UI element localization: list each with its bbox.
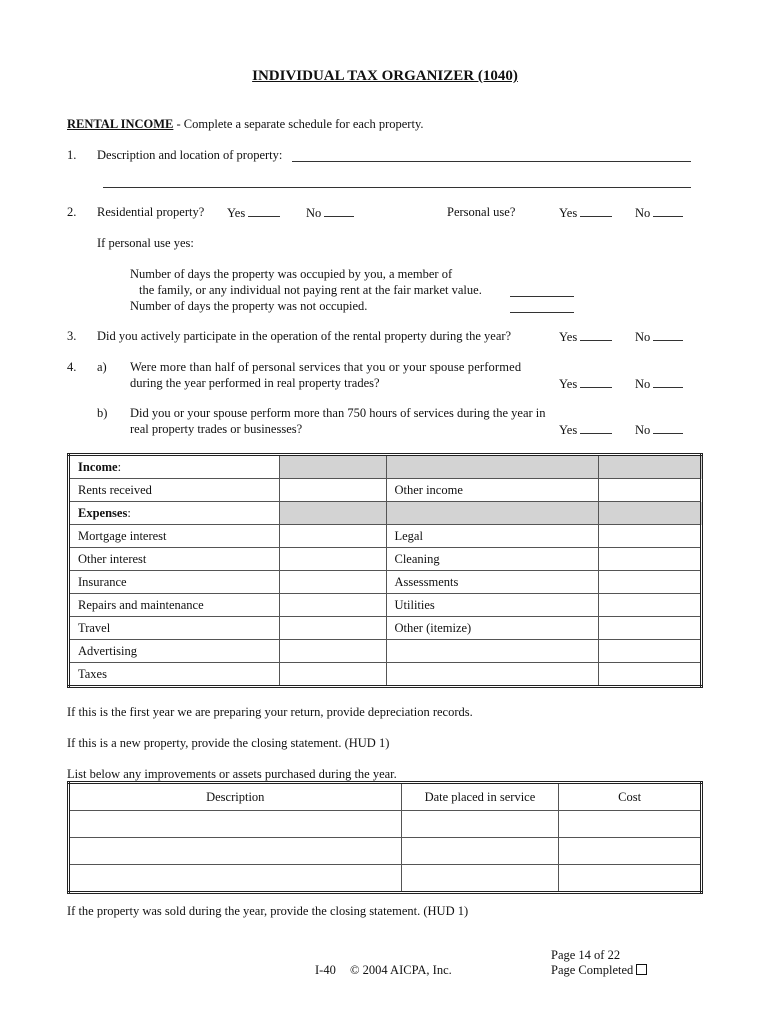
- insurance-amount[interactable]: [280, 571, 387, 594]
- q3-yes-field[interactable]: [580, 329, 612, 341]
- residential-yes: [227, 205, 280, 221]
- if-personal-use-label: If personal use yes:: [97, 236, 194, 250]
- page-number: Page 14 of 22: [551, 948, 621, 962]
- residential-no-label: No: [306, 206, 322, 220]
- page-completed: [551, 963, 647, 978]
- personal-use-no-field[interactable]: [653, 205, 683, 217]
- date-cell[interactable]: [401, 865, 559, 893]
- improvements-table: [67, 781, 703, 894]
- date-cell[interactable]: [401, 838, 559, 865]
- advertising-amount[interactable]: [280, 640, 387, 663]
- page-title: INDIVIDUAL TAX ORGANIZER (1040): [252, 68, 518, 84]
- table-row: [69, 548, 702, 571]
- row-label: Cleaning: [386, 548, 598, 571]
- shaded-cell: [598, 455, 702, 479]
- q3-no-label: No: [635, 330, 651, 344]
- sold-property-note: If the property was sold during the year, provide the closing statement. (HUD 1): [67, 904, 469, 918]
- row-label: Other interest: [69, 548, 280, 571]
- first-year-note: If this is the first year we are preparing your return, provide depreciation records.: [67, 705, 473, 719]
- personal-use-no: [635, 205, 683, 221]
- legal-amount[interactable]: [598, 525, 702, 548]
- row-label: Insurance: [69, 571, 280, 594]
- shaded-cell: [386, 502, 598, 525]
- section-heading: RENTAL INCOME: [67, 117, 174, 131]
- q4b-yes: [559, 422, 612, 438]
- row-label: Taxes: [69, 663, 280, 687]
- personal-use-yes-field[interactable]: [580, 205, 612, 217]
- form-id: I-40: [315, 963, 336, 977]
- q4a-yes-label: Yes: [559, 377, 578, 391]
- q3-number: 3.: [67, 329, 77, 343]
- page-completed-label: Page Completed: [551, 963, 634, 977]
- utilities-amount[interactable]: [598, 594, 702, 617]
- row-label: Assessments: [386, 571, 598, 594]
- personal-use-label: Personal use?: [447, 205, 516, 219]
- cost-cell[interactable]: [559, 865, 702, 893]
- q4b-yes-field[interactable]: [580, 422, 612, 434]
- shaded-cell: [280, 502, 387, 525]
- column-header-date: Date placed in service: [401, 783, 559, 811]
- q4b-line1: Did you or your spouse perform more than 750 hours of services during the year in: [130, 406, 546, 420]
- table-row: [69, 640, 702, 663]
- residential-yes-field[interactable]: [248, 205, 280, 217]
- residential-no-field[interactable]: [324, 205, 354, 217]
- q1-label: Description and location of property:: [97, 148, 283, 162]
- date-cell[interactable]: [401, 811, 559, 838]
- blank-label-cell[interactable]: [386, 640, 598, 663]
- rents-received-amount[interactable]: [280, 479, 387, 502]
- days-not-occupied-field[interactable]: [510, 312, 574, 313]
- q4b-no: [635, 422, 683, 438]
- column-header-description: Description: [69, 783, 402, 811]
- repairs-amount[interactable]: [280, 594, 387, 617]
- row-label: Mortgage interest: [69, 525, 280, 548]
- property-description-field[interactable]: [292, 161, 691, 162]
- new-property-note: If this is a new property, provide the closing statement. (HUD 1): [67, 736, 390, 750]
- personal-use-yes-label: Yes: [559, 206, 578, 220]
- q4a-no: [635, 376, 683, 392]
- cost-cell[interactable]: [559, 811, 702, 838]
- row-label: Travel: [69, 617, 280, 640]
- row-label: Repairs and maintenance: [69, 594, 280, 617]
- row-label: Rents received: [69, 479, 280, 502]
- q4a-line1: Were more than half of personal services that you or your spouse performed: [130, 360, 522, 374]
- table-row: [69, 479, 702, 502]
- q4b-no-field[interactable]: [653, 422, 683, 434]
- copyright: © 2004 AICPA, Inc.: [350, 963, 452, 977]
- row-label: Legal: [386, 525, 598, 548]
- column-header-cost: Cost: [559, 783, 702, 811]
- table-row: [69, 865, 702, 893]
- other-income-amount[interactable]: [598, 479, 702, 502]
- q4a-label: a): [97, 360, 107, 374]
- q3-label: Did you actively participate in the operation of the rental property during the year?: [97, 329, 512, 343]
- travel-amount[interactable]: [280, 617, 387, 640]
- table-row: [69, 617, 702, 640]
- cost-cell[interactable]: [559, 838, 702, 865]
- table-row: [69, 571, 702, 594]
- taxes-amount[interactable]: [280, 663, 387, 687]
- blank-label-cell[interactable]: [386, 663, 598, 687]
- days-occupied-line1: Number of days the property was occupied by you, a member of: [130, 267, 453, 281]
- other-interest-amount[interactable]: [280, 548, 387, 571]
- property-location-field[interactable]: [103, 187, 691, 188]
- residential-no: [306, 205, 354, 221]
- q3-no: [635, 329, 683, 345]
- days-not-occupied-label: Number of days the property was not occupied.: [130, 299, 368, 313]
- q3-yes-label: Yes: [559, 330, 578, 344]
- q4a-no-field[interactable]: [653, 376, 683, 388]
- table-row: [69, 525, 702, 548]
- q1-number: 1.: [67, 148, 77, 162]
- blank-amount-cell[interactable]: [598, 663, 702, 687]
- personal-use-yes: [559, 205, 612, 221]
- shaded-cell: [386, 455, 598, 479]
- table-row: [69, 455, 702, 479]
- q3-yes: [559, 329, 612, 345]
- page-completed-checkbox[interactable]: [636, 964, 647, 975]
- section-header: [67, 117, 424, 132]
- q4a-line2: during the year performed in real property trades?: [130, 376, 380, 390]
- row-label: Advertising: [69, 640, 280, 663]
- q4b-line2: real property trades or businesses?: [130, 422, 303, 436]
- improvements-note: List below any improvements or assets purchased during the year.: [67, 767, 397, 781]
- row-label: Utilities: [386, 594, 598, 617]
- table-row: [69, 663, 702, 687]
- q3-no-field[interactable]: [653, 329, 683, 341]
- table-row: [69, 838, 702, 865]
- blank-amount-cell[interactable]: [598, 640, 702, 663]
- residential-yes-label: Yes: [227, 206, 246, 220]
- days-occupied-field[interactable]: [510, 296, 574, 297]
- table-header-row: [69, 783, 702, 811]
- description-cell[interactable]: [69, 838, 402, 865]
- q4b-no-label: No: [635, 423, 651, 437]
- table-row: [69, 594, 702, 617]
- q4a-no-label: No: [635, 377, 651, 391]
- description-cell[interactable]: [69, 811, 402, 838]
- shaded-cell: [280, 455, 387, 479]
- table-row: [69, 811, 702, 838]
- q2-label: Residential property?: [97, 205, 205, 219]
- section-subheading: - Complete a separate schedule for each property.: [173, 117, 424, 131]
- days-occupied-line2: the family, or any individual not paying rent at the fair market value.: [139, 283, 482, 297]
- cleaning-amount[interactable]: [598, 548, 702, 571]
- q4b-label: b): [97, 406, 108, 420]
- expenses-header-cell: Expenses:: [69, 502, 280, 525]
- income-header: Income: [78, 459, 118, 474]
- q4a-yes-field[interactable]: [580, 376, 612, 388]
- income-expenses-table: [67, 453, 703, 688]
- q4-number: 4.: [67, 360, 77, 374]
- q2-number: 2.: [67, 205, 77, 219]
- row-label: Other (itemize): [386, 617, 598, 640]
- shaded-cell: [598, 502, 702, 525]
- q4a-yes: [559, 376, 612, 392]
- table-row: [69, 502, 702, 525]
- other-itemize-amount[interactable]: [598, 617, 702, 640]
- assessments-amount[interactable]: [598, 571, 702, 594]
- mortgage-interest-amount[interactable]: [280, 525, 387, 548]
- description-cell[interactable]: [69, 865, 402, 893]
- q4b-yes-label: Yes: [559, 423, 578, 437]
- personal-use-no-label: No: [635, 206, 651, 220]
- row-label: Other income: [386, 479, 598, 502]
- expenses-header: Expenses: [78, 505, 128, 520]
- income-header-cell: Income:: [69, 455, 280, 479]
